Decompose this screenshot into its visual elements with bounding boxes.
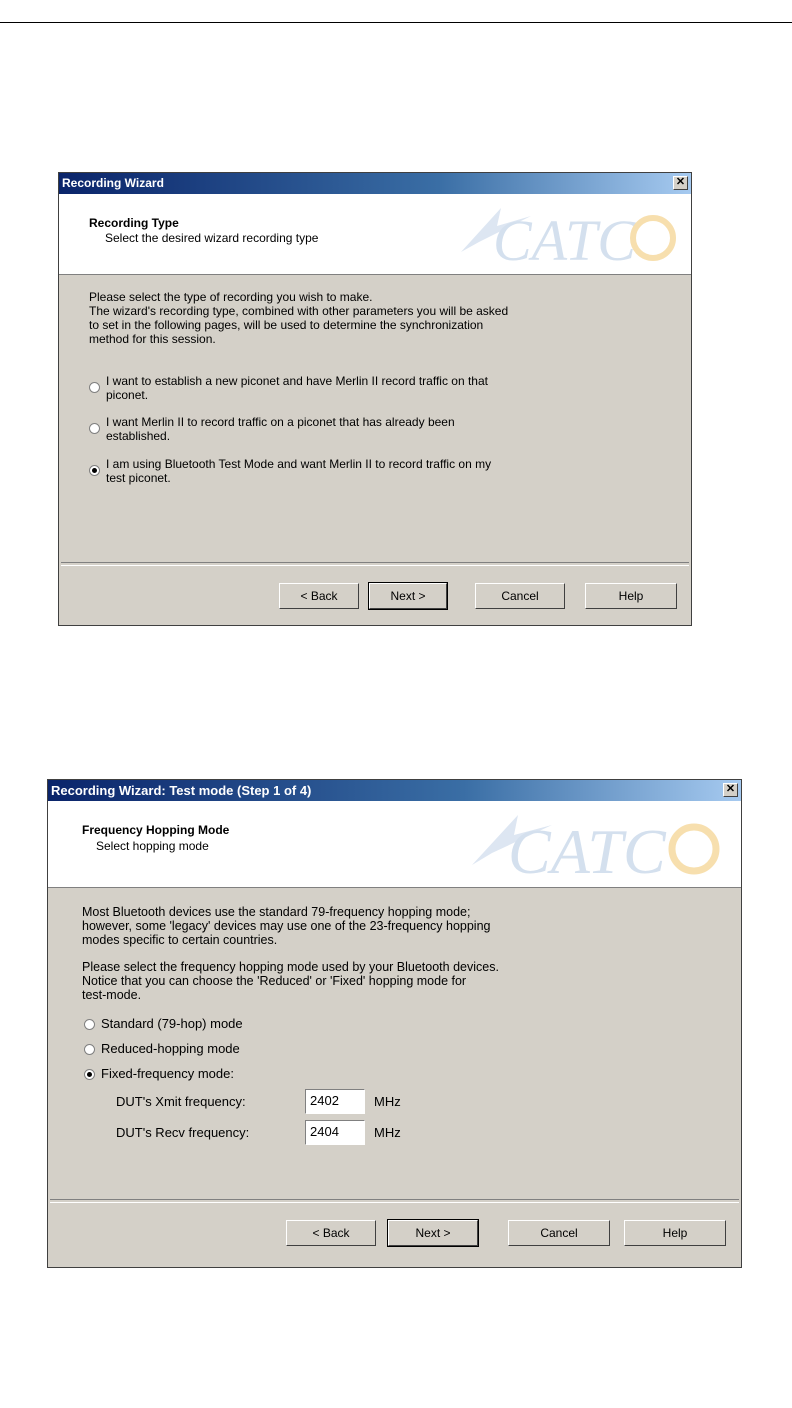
cancel-button[interactable]: Cancel (475, 583, 565, 609)
radio-button-selected[interactable] (89, 465, 100, 476)
instruction-line: test-mode. (82, 988, 142, 1002)
option-label (106, 457, 491, 485)
separator (50, 1199, 739, 1203)
help-button[interactable]: Help (585, 583, 677, 609)
page-top-rule (0, 22, 792, 23)
back-button[interactable]: < Back (286, 1220, 376, 1246)
option-new-piconet[interactable] (89, 374, 488, 402)
option-line: established. (106, 429, 171, 443)
option-line: I want Merlin II to record traffic on a piconet that has already been (106, 415, 455, 429)
option-line: piconet. (106, 388, 149, 402)
option-label: Fixed-frequency mode: (101, 1066, 234, 1081)
catc-logo-icon (441, 202, 681, 270)
option-test-mode[interactable] (89, 457, 491, 485)
window-title: Recording Wizard (62, 176, 164, 190)
header-title: Frequency Hopping Mode (82, 823, 230, 837)
option-label (106, 415, 455, 443)
intro-line: modes specific to certain countries. (82, 933, 278, 947)
option-line: test piconet. (106, 471, 171, 485)
recording-wizard-dialog (58, 172, 692, 626)
radio-button[interactable] (89, 423, 100, 434)
next-button[interactable]: Next > (369, 583, 447, 609)
wizard-header (48, 801, 741, 888)
option-existing-piconet[interactable] (89, 415, 455, 443)
radio-button[interactable] (84, 1044, 95, 1055)
instruction-line: Please select the frequency hopping mode used by your Bluetooth devices. (82, 960, 499, 974)
header-subtitle: Select the desired wizard recording type (105, 231, 319, 245)
recv-frequency-input[interactable]: 2404 (305, 1120, 365, 1145)
intro-line: Please select the type of recording you wish to make. (89, 290, 373, 304)
instruction-paragraph (82, 960, 499, 1002)
xmit-frequency-input[interactable]: 2402 (305, 1089, 365, 1114)
next-button[interactable]: Next > (388, 1220, 478, 1246)
help-button[interactable]: Help (624, 1220, 726, 1246)
option-reduced-hopping[interactable] (84, 1042, 240, 1056)
intro-line: The wizard's recording type, combined with other parameters you will be asked (89, 304, 509, 318)
test-mode-wizard-dialog (47, 779, 742, 1268)
recv-frequency-label: DUT's Recv frequency: (116, 1125, 250, 1140)
instruction-line: Notice that you can choose the 'Reduced' or 'Fixed' hopping mode for (82, 974, 467, 988)
option-fixed-frequency[interactable] (84, 1067, 234, 1081)
logo-text: CATC (508, 816, 666, 883)
option-label (106, 374, 488, 402)
option-standard-mode[interactable] (84, 1017, 243, 1031)
radio-button[interactable] (89, 382, 100, 393)
xmit-unit: MHz (374, 1094, 401, 1109)
intro-line: Most Bluetooth devices use the standard 79-frequency hopping mode; (82, 905, 471, 919)
intro-text (89, 290, 508, 346)
radio-button[interactable] (84, 1019, 95, 1030)
separator (61, 562, 689, 566)
back-button[interactable]: < Back (279, 583, 359, 609)
wizard-header (59, 194, 691, 275)
close-icon[interactable]: ✕ (673, 176, 688, 190)
option-label: Standard (79-hop) mode (101, 1016, 243, 1031)
option-line: I am using Bluetooth Test Mode and want Merlin II to record traffic on my (106, 457, 492, 471)
recv-unit: MHz (374, 1125, 401, 1140)
header-subtitle: Select hopping mode (96, 839, 209, 853)
logo-text: CATC (493, 208, 636, 270)
header-title: Recording Type (89, 216, 179, 230)
radio-button-selected[interactable] (84, 1069, 95, 1080)
option-label: Reduced-hopping mode (101, 1041, 240, 1056)
cancel-button[interactable]: Cancel (508, 1220, 610, 1246)
title-bar[interactable] (48, 780, 741, 801)
intro-paragraph (82, 905, 491, 947)
intro-line: method for this session. (89, 332, 216, 346)
title-bar[interactable] (59, 173, 691, 194)
option-line: I want to establish a new piconet and have Merlin II record traffic on that (106, 374, 488, 388)
close-icon[interactable]: ✕ (723, 783, 738, 797)
xmit-frequency-label: DUT's Xmit frequency: (116, 1094, 246, 1109)
intro-line: to set in the following pages, will be used to determine the synchronization (89, 318, 484, 332)
catc-logo-icon (448, 809, 728, 883)
intro-line: however, some 'legacy' devices may use one of the 23-frequency hopping (82, 919, 491, 933)
window-title: Recording Wizard: Test mode (Step 1 of 4) (51, 783, 312, 798)
